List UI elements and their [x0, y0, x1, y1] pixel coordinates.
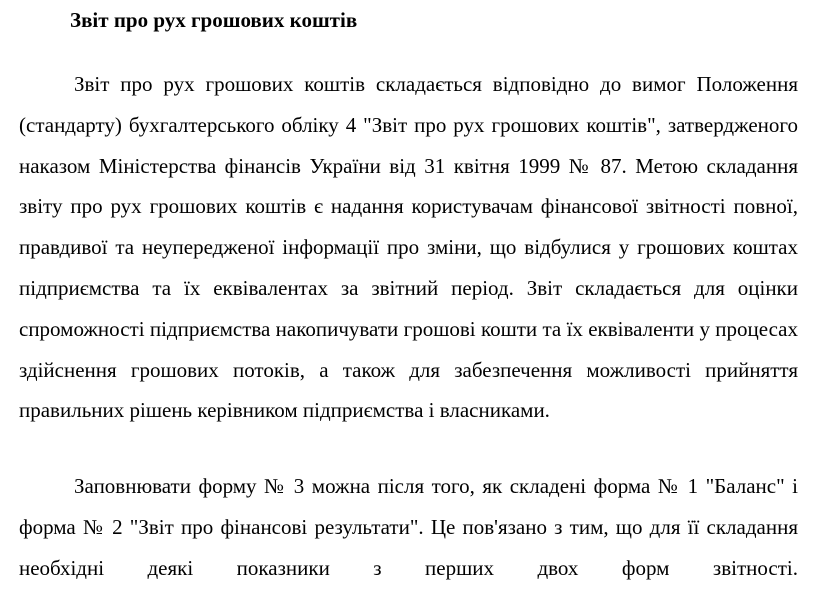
document-title: Звіт про рух грошових коштів	[70, 8, 358, 32]
paragraph-form-3: Заповнювати форму № 3 можна після того, як складені форма № 1 "Баланс" і форма № 2 "Звіт про фінансові результати". Це пов'язано з тим, що для її складання необхідні деякі показники з перших двох форм звітності.	[19, 474, 798, 580]
paragraph-cash-flow-report: Звіт про рух грошових коштів складається відповідно до вимог Положення (стандарту) бухгалтерського обліку 4 "Звіт про рух грошових коштів", затвердженого наказом Міністерства фінансів України від 31 квітня 1999 № 87. Метою складання звіту про рух грошових коштів є надання користувачам фінансової звітності повної, правдивої та неупередженої інформації про зміни, що відбулися у грошових коштах підприємства та їх еквівалентах за звітний період. Звіт складається для оцінки спроможності підприємства накопичувати грошові кошти та їх еквіваленти у процесах здійснення грошових потоків, а також для забезпечення можливості прийняття правильних рішень керівником підприємства і власниками.	[19, 72, 798, 423]
